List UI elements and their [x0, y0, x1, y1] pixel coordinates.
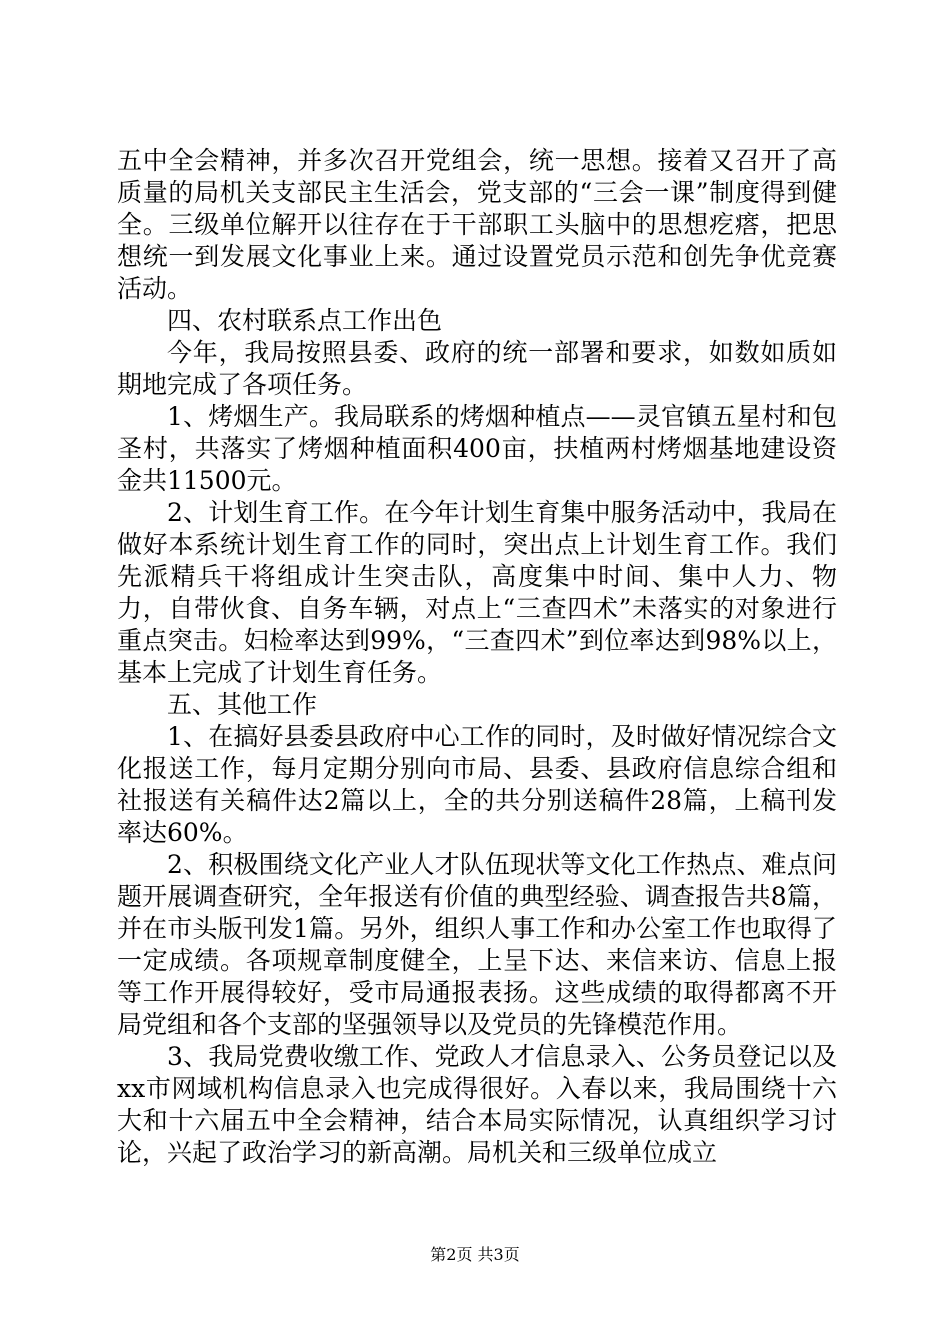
section-heading-four: 四、农村联系点工作出色 [167, 306, 443, 335]
paragraph-party-fees: 3、我局党费收缴工作、党政人才信息录入、公务员登记以及xx市网域机构信息录入也完成得很好。入春以来，我局围绕十六大和十六届五中全会精神，结合本局实际情况，认真组织学习讨论，兴起了政治学习的新高潮。局机关和三级单位成立 [117, 1042, 837, 1167]
paragraph-research: 2、积极围绕文化产业人才队伍现状等文化工作热点、难点问题开展调查研究，全年报送有价值的典型经验、调查报告共8篇，并在市头版刊发1篇。另外，组织人事工作和办公室工作也取得了一定成绩。各项规章制度健全，上呈下达、来信来访、信息上报等工作开展得较好，受市局通报表扬。这些成绩的取得都离不开局党组和各个支部的坚强领导以及党员的先锋模范作用。 [117, 850, 837, 1039]
document-body [117, 145, 837, 1169]
paragraph-continuation: 五中全会精神，并多次召开党组会，统一思想。接着又召开了高质量的局机关支部民主生活会，党支部的“三会一课”制度得到健全。三级单位解开以往存在于干部职工头脑中的思想疙瘩，把思想统一到发展文化事业上来。通过设置党员示范和创先争优竞赛活动。 [117, 146, 837, 303]
paragraph-reporting: 1、在搞好县委县政府中心工作的同时，及时做好情况综合文化报送工作，每月定期分别向市局、县委、县政府信息综合组和社报送有关稿件达2篇以上，全的共分别送稿件28篇，上稿刊发率达60%。 [117, 722, 837, 847]
paragraph-intro: 今年，我局按照县委、政府的统一部署和要求，如数如质如期地完成了各项任务。 [117, 338, 837, 399]
paragraph-tobacco: 1、烤烟生产。我局联系的烤烟种植点——灵官镇五星村和包圣村，共落实了烤烟种植面积400亩，扶植两村烤烟基地建设资金共11500元。 [117, 402, 837, 495]
section-heading-five: 五、其他工作 [167, 690, 318, 719]
paragraph-family-planning: 2、计划生育工作。在今年计划生育集中服务活动中，我局在做好本系统计划生育工作的同时，突出点上计划生育工作。我们先派精兵干将组成计生突击队，高度集中时间、集中人力、物力，自带伙食、自务车辆，对点上“三查四术”未落实的对象进行重点突击。妇检率达到99%，“三查四术”到位率达到98%以上，基本上完成了计划生育任务。 [117, 498, 837, 687]
page-number-footer: 第2页 共3页 [430, 1245, 520, 1264]
